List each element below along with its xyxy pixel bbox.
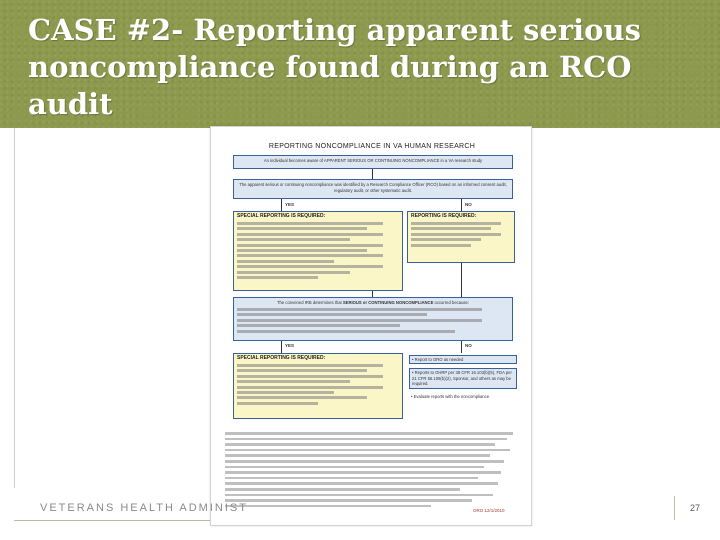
footer-organization: VETERANS HEALTH ADMINIST — [40, 502, 248, 514]
flowchart-title: REPORTING NONCOMPLIANCE IN VA HUMAN RESEARCH — [268, 143, 476, 150]
document-date: ORO 12/1/2010 — [473, 508, 505, 513]
question-2-text: The apparent serious or continuing noncompliance was identified by a Research Compliance Officer (RCO) based on an informed consent audit, regulatory audit, or other systematic audit. — [239, 182, 507, 193]
connector — [281, 199, 282, 211]
page-number: 27 — [690, 503, 701, 513]
special-reporting-box-1 — [233, 211, 403, 291]
right-bullet-1: Report to ORO as needed — [414, 357, 464, 362]
slide-title: CASE #2- Reporting apparent serious noncompliance found during an RCO audit — [28, 13, 641, 121]
question-3-prefix: The convened IRB determines that — [277, 300, 343, 305]
question-3-bold: SERIOUS or CONTINUING NONCOMPLIANCE — [342, 300, 434, 305]
yes-label-1: YES — [285, 202, 295, 207]
question-box-2 — [233, 179, 513, 199]
footer-rule — [14, 520, 210, 521]
right-bullets: • Report to ORO as needed • Reports to OHRP per 38 CFR 16.103(b)(5), FDA per 21 CFR 56.108(b)(2), Sponsor, and others as may be required. • Evaluate reports with the noncompliance. — [409, 355, 517, 400]
footnotes — [225, 429, 519, 507]
special-reporting-header-2: SPECIAL REPORTING IS REQUIRED: — [237, 355, 326, 361]
page-number-divider — [674, 496, 675, 520]
question-3-suffix: occurred because: — [433, 300, 469, 305]
reporting-required-header: REPORTING IS REQUIRED: — [411, 213, 477, 219]
special-reporting-header-1: SPECIAL REPORTING IS REQUIRED: — [237, 213, 326, 219]
question-box-3 — [233, 297, 513, 341]
right-bullet-2: Reports to OHRP per 38 CFR 16.103(b)(5), FDA per 21 CFR 56.108(b)(2), Sponsor, and others as may be required. — [412, 370, 512, 387]
connector — [461, 263, 462, 297]
flowchart-document — [210, 126, 532, 526]
no-label-1: NO — [465, 202, 472, 207]
special-reporting-box-2 — [233, 353, 403, 419]
connector — [372, 169, 373, 179]
reporting-required-box — [407, 211, 515, 263]
connector — [461, 341, 462, 353]
left-divider — [14, 128, 15, 488]
connector — [281, 341, 282, 353]
question-box-1 — [233, 155, 513, 169]
title-band — [0, 0, 720, 128]
yes-label-2: YES — [285, 343, 295, 348]
question-1-text: An individual becomes aware of APPARENT SERIOUS OR CONTINUING NONCOMPLIANCE in a VA research study — [263, 158, 483, 163]
no-label-2: NO — [465, 343, 472, 348]
right-bullet-3: Evaluate reports with the noncompliance. — [413, 393, 491, 399]
connector — [461, 199, 462, 211]
